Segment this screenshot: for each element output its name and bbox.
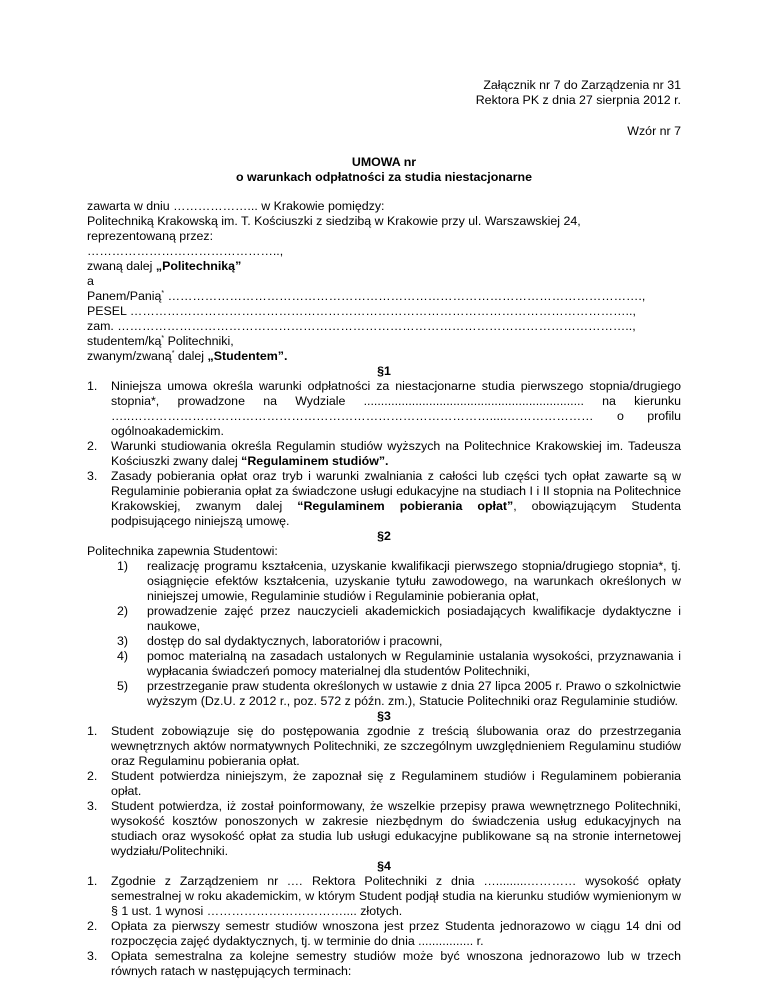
punct: . (385, 454, 389, 468)
parties-section (87, 199, 681, 364)
section-2-item-2: 2) prowadzenie zajęć przez nauczycieli akademickich posiadających kwalifikacje dydaktyczne i naukowe, (117, 604, 681, 633)
document-title (87, 155, 681, 185)
intro-student-line (87, 334, 681, 349)
text: zwanym/zwaną (87, 349, 172, 363)
text: Politechniki, (164, 334, 234, 348)
text: Niniejsza umowa określa warunki odpłatności za niestacjonarne studia pierwszego stopnia/drugiego stopnia*, prowadzone na Wydziale ................................................................ na kierunku …..…………………………………………………………………………….....………………… o profilu ogólnoakademickim. (111, 379, 681, 438)
section-3-point-2: 2. Student potwierdza niniejszym, że zapoznał się z Regulaminem studiów i Regulaminem pobierania opłat. (87, 769, 681, 798)
text: Student zobowiązuje się do postępowania zgodnie z treścią ślubowania oraz do przestrzegania wewnętrznych aktów normatywnych Politechniki, ze szczególnym uwzględnieniem Regulaminu studiów oraz Regulaminu pobierania opłat. (111, 724, 681, 768)
section-2-item-1: 1) realizację programu kształcenia, uzyskanie kwalifikacji pierwszego stopnia/drugiego stopnia*, tj. osiągnięcie efektów kształcenia, uzyskanie tytułu zawodowego, na warunkach określonych w niniejszej umowie, Regulaminie studiów i Regulaminie pobierania opłat, (117, 559, 681, 603)
text: pomoc materialną na zasadach ustalonych w Regulaminie ustalania wysokości, przyznawania i wypłacania świadczeń pomocy materialnej dla studentów Politechniki, (147, 649, 681, 678)
text: prowadzenie zajęć przez nauczycieli akademickich posiadających kwalifikacje dydaktyczne i naukowe, (147, 604, 681, 633)
intro-representative-blank: ……………………………………….., (87, 244, 284, 258)
section-3-heading: §3 (377, 709, 391, 723)
intro-date-line: zawarta w dniu ………………... w Krakowie pomiędzy: (87, 199, 385, 213)
section-2-item-5: 5) przestrzeganie praw studenta określonych w ustawie z dnia 27 lipca 2005 r. Prawo o szkolnictwie wyższym (Dz.U. z 2012 r., poz. 572 z późn. zm.), Statucie Politechniki oraz Regulaminie studiów. (117, 679, 681, 708)
template-number: Wzór nr 7 (627, 124, 681, 138)
section-1-point-2: 2. Warunki studiowania określa Regulamin studiów wyższych na Politechnice Krakowskiej im. Tadeusza Kościuszki zwany dalej “Regulaminem studiów”. (87, 439, 681, 468)
title-line-2: o warunkach odpłatności za studia niestacjonarne (235, 170, 533, 184)
section-3-point-1: 1. Student zobowiązuje się do postępowania zgodnie z treścią ślubowania oraz do przestrzegania wewnętrznych aktów normatywnych Politechniki, ze szczególnym uwzględnieniem Regulaminu studiów oraz Regulaminu pobierania opłat. (87, 724, 681, 768)
document-page (87, 78, 681, 979)
annex-line-2: Rektora PK z dnia 27 sierpnia 2012 r. (475, 93, 681, 107)
section-4-heading: §4 (377, 859, 391, 873)
text: Zasady pobierania opłat oraz tryb i warunki zwalniania z całości lub części tych opłat zawarte są w Regulaminie pobierania opłat za świadczone usługi edukacyjne na studiach I i II stopnia na Politechnice Krakowskiej, zwanym dalej (111, 469, 681, 513)
text: Zgodnie z Zarządzeniem nr .… Rektora Politechniki z dnia ….........………… wysokość opłaty semestralnej w roku akademickim, w którym Student podjął studia na kierunku studiów wymienionym w § 1 ust. 1 wynosi …………………………….... złotych. (111, 874, 681, 918)
punct: . (283, 349, 288, 363)
intro-represented-line: reprezentowaną przez: (87, 229, 214, 243)
text: zwaną dalej (87, 259, 156, 273)
text: , obowiązującym Studenta podpisującego niniejszą umowę. (111, 499, 682, 528)
intro-called-politechnika (87, 259, 681, 274)
bold-term: “Regulaminem studiów” (241, 454, 386, 468)
footnote-mark: * (161, 290, 165, 297)
footnote-mark: * (161, 335, 165, 342)
section-2-intro: Politechnika zapewnia Studentowi: (87, 544, 278, 558)
intro-address-line: zam. …………………………………………………………………………………………………………….., (87, 319, 636, 333)
blank: ……………………………………………………………………………………………………., (164, 289, 646, 303)
text: Warunki studiowania określa Regulamin studiów wyższych na Politechnice Krakowskiej im. Tadeusza Kościuszki zwany dalej (111, 439, 681, 468)
section-2-heading: §2 (377, 529, 391, 543)
text: Student potwierdza, iż został poinformowany, że wszelkie przepisy prawa wewnętrznego Politechniki, wysokość kosztów ponoszonych w zakresie niezbędnym do świadczenia usług edukacyjnych na studiach oraz wysokość opłat za studia lub usługi edukacyjne publikowane są na stronie internetowej wydziału/Politechniki. (111, 799, 681, 858)
text: dostęp do sal dydaktycznych, laboratoriów i pracowni, (147, 634, 443, 648)
intro-and: a (87, 274, 94, 288)
text: Student potwierdza niniejszym, że zapoznał się z Regulaminem studiów i Regulaminem pobierania opłat. (111, 769, 681, 798)
intro-university-line: Politechniką Krakowską im. T. Kościuszki z siedzibą w Krakowie przy ul. Warszawskiej 24, (87, 214, 581, 228)
text: Panem/Panią (87, 289, 162, 303)
text: realizację programu kształcenia, uzyskanie kwalifikacji pierwszego stopnia/drugiego stopnia*, tj. osiągnięcie efektów kształcenia, uzyskanie tytułu zawodowego, na warunkach określonych w niniejszej umowie, Regulaminie studiów i Regulaminie pobierania opłat, (147, 559, 681, 603)
intro-pesel-line: PESEL ………………………………………………………………………………………………………….., (87, 304, 636, 318)
section-4-point-2: 2. Opłata za pierwszy semestr studiów wnoszona jest przez Studenta jednorazowo w ciągu 14 dni od rozpoczęcia zajęć dydaktycznych, tj. w terminie do dnia ................ r. (87, 919, 681, 948)
section-3-point-3: 3. Student potwierdza, iż został poinformowany, że wszelkie przepisy prawa wewnętrznego Politechniki, wysokość kosztów ponoszonych w zakresie niezbędnym do świadczenia usług edukacyjnych na studiach oraz wysokość opłat za studia lub usługi edukacyjne publikowane są na stronie internetowej wydziału/Politechniki. (87, 799, 681, 858)
section-4-point-1: 1. Zgodnie z Zarządzeniem nr .… Rektora Politechniki z dnia ….........………… wysokość opłaty semestralnej w roku akademickim, w którym Student podjął studia na kierunku studiów wymienionym w § 1 ust. 1 wynosi …………………………….... złotych. (87, 874, 681, 918)
annex-header (87, 78, 681, 108)
intro-name-line (87, 289, 681, 304)
section-1-heading: §1 (377, 364, 391, 378)
section-1-point-1: 1. Niniejsza umowa określa warunki odpłatności za niestacjonarne studia pierwszego stopnia/drugiego stopnia*, prowadzone na Wydziale ................................................................ na kierunku …..…………………………………………………………………………….....………………… o profilu ogólnoakademickim. (87, 379, 681, 438)
title-line-1: UMOWA nr (351, 155, 417, 169)
bold-term: “Regulaminem pobierania opłat” (297, 499, 514, 513)
text: studentem/ką (87, 334, 162, 348)
section-2-item-3: 3) dostęp do sal dydaktycznych, laboratoriów i pracowni, (117, 634, 443, 648)
footnote-mark: * (171, 350, 175, 357)
text: dalej (174, 349, 208, 363)
annex-line-1: Załącznik nr 7 do Zarządzenia nr 31 (483, 78, 681, 92)
text: Opłata semestralna za kolejne semestry studiów może być wnoszona jednorazowo lub w trzech równych ratach w następujących terminach: (111, 949, 681, 978)
text: przestrzeganie praw studenta określonych w ustawie z dnia 27 lipca 2005 r. Prawo o szkolnictwie wyższym (Dz.U. z 2012 r., poz. 572 z późn. zm.), Statucie Politechniki oraz Regulaminie studiów. (147, 679, 681, 708)
section-1-point-3: 3. Zasady pobierania opłat oraz tryb i warunki zwalniania z całości lub części tych opłat zawarte są w Regulaminie pobierania opłat za świadczone usługi edukacyjne na studiach I i II stopnia na Politechnice Krakowskiej, zwanym dalej “Regulaminem pobierania opłat”, obowiązującym Studenta podpisującego niniejszą umowę. (87, 469, 682, 528)
bold-term: „Studentem” (207, 349, 284, 363)
text: Opłata za pierwszy semestr studiów wnoszona jest przez Studenta jednorazowo w ciągu 14 dni od rozpoczęcia zajęć dydaktycznych, tj. w terminie do dnia ................ r. (111, 919, 681, 948)
bold-term: „Politechniką” (155, 259, 242, 273)
section-2-item-4: 4) pomoc materialną na zasadach ustalonych w Regulaminie ustalania wysokości, przyznawania i wypłacania świadczeń pomocy materialnej dla studentów Politechniki, (117, 649, 681, 678)
intro-called-student (87, 349, 681, 364)
section-4-point-3: 3. Opłata semestralna za kolejne semestry studiów może być wnoszona jednorazowo lub w trzech równych ratach w następujących terminach: (87, 949, 681, 978)
